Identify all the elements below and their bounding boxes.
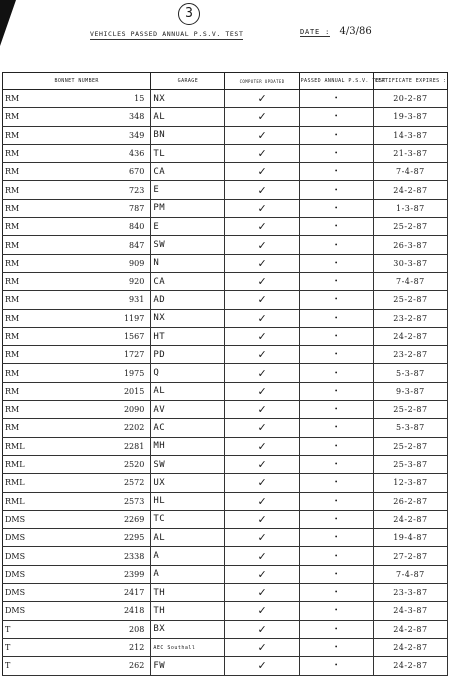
cell-bonnet-prefix: RML <box>3 474 77 492</box>
table-row <box>3 144 448 162</box>
cell-certificate-expires: 19-3-87 <box>373 108 447 126</box>
cell-passed-psv: • <box>299 657 373 675</box>
cell-bonnet-prefix: DMS <box>3 547 77 565</box>
cell-garage: CA <box>151 272 225 290</box>
cell-garage: E <box>151 181 225 199</box>
cell-computer-updated: ✓ <box>225 620 299 638</box>
cell-garage: AEC Southall <box>151 638 225 656</box>
cell-passed-psv: • <box>299 455 373 473</box>
cell-garage: TC <box>151 510 225 528</box>
cell-bonnet-number: 1567 <box>77 327 151 345</box>
cell-bonnet-prefix: RM <box>3 419 77 437</box>
cell-passed-psv: • <box>299 108 373 126</box>
cell-garage: Q <box>151 364 225 382</box>
cell-garage: HL <box>151 492 225 510</box>
cell-certificate-expires: 7-4-87 <box>373 565 447 583</box>
table-row <box>3 291 448 309</box>
cell-computer-updated: ✓ <box>225 181 299 199</box>
cell-garage: NX <box>151 309 225 327</box>
cell-computer-updated: ✓ <box>225 547 299 565</box>
cell-garage: TL <box>151 144 225 162</box>
table-row <box>3 126 448 144</box>
cell-certificate-expires: 23-2-87 <box>373 346 447 364</box>
cell-garage: UX <box>151 474 225 492</box>
table-row <box>3 565 448 583</box>
vehicle-table <box>2 72 448 676</box>
cell-certificate-expires: 25-2-87 <box>373 291 447 309</box>
cell-garage: BX <box>151 620 225 638</box>
cell-bonnet-prefix: RM <box>3 309 77 327</box>
cell-bonnet-prefix: RML <box>3 437 77 455</box>
cell-bonnet-prefix: RM <box>3 291 77 309</box>
cell-bonnet-prefix: RM <box>3 163 77 181</box>
cell-bonnet-number: 1197 <box>77 309 151 327</box>
cell-certificate-expires: 9-3-87 <box>373 382 447 400</box>
cell-bonnet-number: 2090 <box>77 401 151 419</box>
table-row <box>3 437 448 455</box>
cell-certificate-expires: 23-2-87 <box>373 309 447 327</box>
date-field <box>300 26 372 37</box>
cell-garage: MH <box>151 437 225 455</box>
cell-bonnet-prefix: RM <box>3 382 77 400</box>
cell-bonnet-prefix: RM <box>3 401 77 419</box>
cell-passed-psv: • <box>299 401 373 419</box>
black-corner-mark <box>0 0 16 46</box>
cell-certificate-expires: 1-3-87 <box>373 199 447 217</box>
cell-bonnet-prefix: RM <box>3 327 77 345</box>
cell-garage: AL <box>151 108 225 126</box>
cell-computer-updated: ✓ <box>225 437 299 455</box>
cell-bonnet-prefix: T <box>3 657 77 675</box>
table-row <box>3 254 448 272</box>
cell-certificate-expires: 26-3-87 <box>373 236 447 254</box>
cell-garage: TH <box>151 602 225 620</box>
cell-passed-psv: • <box>299 346 373 364</box>
cell-bonnet-number: 931 <box>77 291 151 309</box>
cell-garage: AD <box>151 291 225 309</box>
cell-passed-psv: • <box>299 620 373 638</box>
cell-certificate-expires: 7-4-87 <box>373 163 447 181</box>
cell-certificate-expires: 21-3-87 <box>373 144 447 162</box>
cell-certificate-expires: 23-3-87 <box>373 584 447 602</box>
cell-computer-updated: ✓ <box>225 327 299 345</box>
cell-bonnet-prefix: RM <box>3 236 77 254</box>
cell-bonnet-prefix: RML <box>3 492 77 510</box>
cell-bonnet-prefix: DMS <box>3 510 77 528</box>
cell-certificate-expires: 20-2-87 <box>373 90 447 108</box>
vehicle-table-container <box>2 72 450 676</box>
cell-passed-psv: • <box>299 565 373 583</box>
cell-bonnet-number: 436 <box>77 144 151 162</box>
cell-computer-updated: ✓ <box>225 529 299 547</box>
cell-certificate-expires: 5-3-87 <box>373 419 447 437</box>
cell-garage: PM <box>151 199 225 217</box>
cell-garage: BN <box>151 126 225 144</box>
cell-computer-updated: ✓ <box>225 657 299 675</box>
cell-bonnet-number: 2338 <box>77 547 151 565</box>
table-row <box>3 346 448 364</box>
cell-bonnet-number: 2418 <box>77 602 151 620</box>
table-row <box>3 272 448 290</box>
cell-certificate-expires: 5-3-87 <box>373 364 447 382</box>
cell-bonnet-number: 2015 <box>77 382 151 400</box>
cell-computer-updated: ✓ <box>225 163 299 181</box>
table-row <box>3 218 448 236</box>
cell-bonnet-number: 208 <box>77 620 151 638</box>
cell-passed-psv: • <box>299 199 373 217</box>
cell-bonnet-prefix: RM <box>3 199 77 217</box>
table-row <box>3 163 448 181</box>
cell-computer-updated: ✓ <box>225 199 299 217</box>
cell-passed-psv: • <box>299 218 373 236</box>
header-bonnet-number: BONNET NUMBER <box>3 73 151 90</box>
cell-computer-updated: ✓ <box>225 291 299 309</box>
cell-bonnet-number: 2520 <box>77 455 151 473</box>
table-row <box>3 419 448 437</box>
table-row <box>3 547 448 565</box>
table-row <box>3 327 448 345</box>
cell-passed-psv: • <box>299 126 373 144</box>
table-row <box>3 90 448 108</box>
table-row <box>3 584 448 602</box>
cell-garage: NX <box>151 90 225 108</box>
header-computer-updated: COMPUTER UPDATED <box>225 73 299 90</box>
cell-passed-psv: • <box>299 510 373 528</box>
cell-computer-updated: ✓ <box>225 108 299 126</box>
cell-certificate-expires: 24-3-87 <box>373 602 447 620</box>
cell-certificate-expires: 25-2-87 <box>373 437 447 455</box>
cell-bonnet-number: 920 <box>77 272 151 290</box>
cell-passed-psv: • <box>299 529 373 547</box>
cell-garage: AC <box>151 419 225 437</box>
cell-computer-updated: ✓ <box>225 492 299 510</box>
cell-passed-psv: • <box>299 547 373 565</box>
cell-garage: FW <box>151 657 225 675</box>
cell-garage: SW <box>151 455 225 473</box>
page-title: VEHICLES PASSED ANNUAL P.S.V. TEST <box>90 30 244 38</box>
table-row <box>3 510 448 528</box>
cell-bonnet-number: 2202 <box>77 419 151 437</box>
cell-bonnet-prefix: RM <box>3 90 77 108</box>
cell-computer-updated: ✓ <box>225 565 299 583</box>
cell-computer-updated: ✓ <box>225 346 299 364</box>
cell-passed-psv: • <box>299 163 373 181</box>
cell-bonnet-number: 2572 <box>77 474 151 492</box>
cell-computer-updated: ✓ <box>225 474 299 492</box>
cell-passed-psv: • <box>299 144 373 162</box>
cell-garage: SW <box>151 236 225 254</box>
cell-bonnet-prefix: DMS <box>3 584 77 602</box>
cell-bonnet-number: 349 <box>77 126 151 144</box>
cell-computer-updated: ✓ <box>225 455 299 473</box>
cell-garage: AL <box>151 382 225 400</box>
cell-garage: E <box>151 218 225 236</box>
cell-certificate-expires: 24-2-87 <box>373 181 447 199</box>
cell-computer-updated: ✓ <box>225 218 299 236</box>
table-row <box>3 236 448 254</box>
cell-bonnet-number: 787 <box>77 199 151 217</box>
cell-computer-updated: ✓ <box>225 126 299 144</box>
cell-passed-psv: • <box>299 437 373 455</box>
table-row <box>3 602 448 620</box>
cell-computer-updated: ✓ <box>225 272 299 290</box>
cell-garage: AV <box>151 401 225 419</box>
cell-bonnet-number: 2573 <box>77 492 151 510</box>
cell-garage: N <box>151 254 225 272</box>
header-garage: GARAGE <box>151 73 225 90</box>
cell-certificate-expires: 25-2-87 <box>373 218 447 236</box>
cell-bonnet-number: 723 <box>77 181 151 199</box>
table-row <box>3 382 448 400</box>
table-row <box>3 108 448 126</box>
cell-computer-updated: ✓ <box>225 584 299 602</box>
cell-passed-psv: • <box>299 254 373 272</box>
cell-passed-psv: • <box>299 291 373 309</box>
cell-computer-updated: ✓ <box>225 401 299 419</box>
cell-bonnet-number: 909 <box>77 254 151 272</box>
header-passed-psv: PASSED ANNUAL P.S.V. TEST <box>299 73 373 90</box>
cell-bonnet-prefix: RM <box>3 126 77 144</box>
cell-computer-updated: ✓ <box>225 254 299 272</box>
cell-certificate-expires: 25-3-87 <box>373 455 447 473</box>
header-certificate-expires: CERTIFICATE EXPIRES : <box>373 73 447 90</box>
cell-bonnet-prefix: RM <box>3 144 77 162</box>
cell-certificate-expires: 24-2-87 <box>373 638 447 656</box>
cell-passed-psv: • <box>299 474 373 492</box>
table-row <box>3 309 448 327</box>
cell-passed-psv: • <box>299 492 373 510</box>
date-label: DATE : <box>300 28 331 36</box>
cell-certificate-expires: 24-2-87 <box>373 327 447 345</box>
cell-bonnet-number: 847 <box>77 236 151 254</box>
cell-bonnet-number: 15 <box>77 90 151 108</box>
cell-passed-psv: • <box>299 236 373 254</box>
table-row <box>3 401 448 419</box>
cell-garage: PD <box>151 346 225 364</box>
cell-bonnet-number: 2399 <box>77 565 151 583</box>
cell-computer-updated: ✓ <box>225 510 299 528</box>
cell-bonnet-prefix: RM <box>3 364 77 382</box>
table-row <box>3 620 448 638</box>
cell-bonnet-prefix: RM <box>3 108 77 126</box>
cell-computer-updated: ✓ <box>225 309 299 327</box>
cell-bonnet-number: 2269 <box>77 510 151 528</box>
cell-bonnet-number: 2417 <box>77 584 151 602</box>
cell-bonnet-number: 348 <box>77 108 151 126</box>
table-row <box>3 529 448 547</box>
cell-bonnet-prefix: RM <box>3 346 77 364</box>
table-row <box>3 455 448 473</box>
cell-bonnet-prefix: DMS <box>3 565 77 583</box>
cell-bonnet-number: 262 <box>77 657 151 675</box>
table-header-row <box>3 73 448 90</box>
date-value: 4/3/86 <box>339 26 372 37</box>
cell-computer-updated: ✓ <box>225 364 299 382</box>
cell-bonnet-prefix: T <box>3 638 77 656</box>
cell-certificate-expires: 24-2-87 <box>373 510 447 528</box>
cell-certificate-expires: 19-4-87 <box>373 529 447 547</box>
cell-certificate-expires: 7-4-87 <box>373 272 447 290</box>
table-row <box>3 199 448 217</box>
cell-computer-updated: ✓ <box>225 382 299 400</box>
cell-passed-psv: • <box>299 584 373 602</box>
cell-bonnet-prefix: T <box>3 620 77 638</box>
table-row <box>3 181 448 199</box>
cell-passed-psv: • <box>299 327 373 345</box>
cell-passed-psv: • <box>299 382 373 400</box>
cell-certificate-expires: 30-3-87 <box>373 254 447 272</box>
table-row <box>3 492 448 510</box>
cell-bonnet-prefix: RM <box>3 254 77 272</box>
cell-bonnet-prefix: RML <box>3 455 77 473</box>
cell-bonnet-prefix: RM <box>3 272 77 290</box>
cell-garage: HT <box>151 327 225 345</box>
cell-bonnet-prefix: DMS <box>3 602 77 620</box>
cell-garage: AL <box>151 529 225 547</box>
cell-certificate-expires: 14-3-87 <box>373 126 447 144</box>
cell-computer-updated: ✓ <box>225 144 299 162</box>
cell-passed-psv: • <box>299 602 373 620</box>
cell-passed-psv: • <box>299 272 373 290</box>
cell-computer-updated: ✓ <box>225 602 299 620</box>
cell-bonnet-prefix: RM <box>3 181 77 199</box>
table-row <box>3 364 448 382</box>
cell-computer-updated: ✓ <box>225 90 299 108</box>
table-row <box>3 474 448 492</box>
cell-computer-updated: ✓ <box>225 419 299 437</box>
cell-bonnet-number: 2295 <box>77 529 151 547</box>
cell-computer-updated: ✓ <box>225 638 299 656</box>
cell-garage: CA <box>151 163 225 181</box>
cell-passed-psv: • <box>299 309 373 327</box>
cell-bonnet-number: 1727 <box>77 346 151 364</box>
cell-passed-psv: • <box>299 364 373 382</box>
page-number: 3 <box>178 3 200 25</box>
table-row <box>3 638 448 656</box>
cell-bonnet-prefix: DMS <box>3 529 77 547</box>
cell-passed-psv: • <box>299 90 373 108</box>
cell-certificate-expires: 12-3-87 <box>373 474 447 492</box>
table-body <box>3 90 448 676</box>
cell-bonnet-number: 2281 <box>77 437 151 455</box>
cell-bonnet-number: 212 <box>77 638 151 656</box>
cell-bonnet-number: 670 <box>77 163 151 181</box>
cell-certificate-expires: 27-2-87 <box>373 547 447 565</box>
cell-passed-psv: • <box>299 638 373 656</box>
cell-certificate-expires: 24-2-87 <box>373 657 447 675</box>
cell-certificate-expires: 24-2-87 <box>373 620 447 638</box>
cell-bonnet-number: 840 <box>77 218 151 236</box>
cell-garage: A <box>151 547 225 565</box>
cell-bonnet-number: 1975 <box>77 364 151 382</box>
cell-certificate-expires: 26-2-87 <box>373 492 447 510</box>
cell-certificate-expires: 25-2-87 <box>373 401 447 419</box>
cell-computer-updated: ✓ <box>225 236 299 254</box>
cell-bonnet-prefix: RM <box>3 218 77 236</box>
cell-passed-psv: • <box>299 419 373 437</box>
cell-passed-psv: • <box>299 181 373 199</box>
cell-garage: TH <box>151 584 225 602</box>
cell-garage: A <box>151 565 225 583</box>
table-row <box>3 657 448 675</box>
